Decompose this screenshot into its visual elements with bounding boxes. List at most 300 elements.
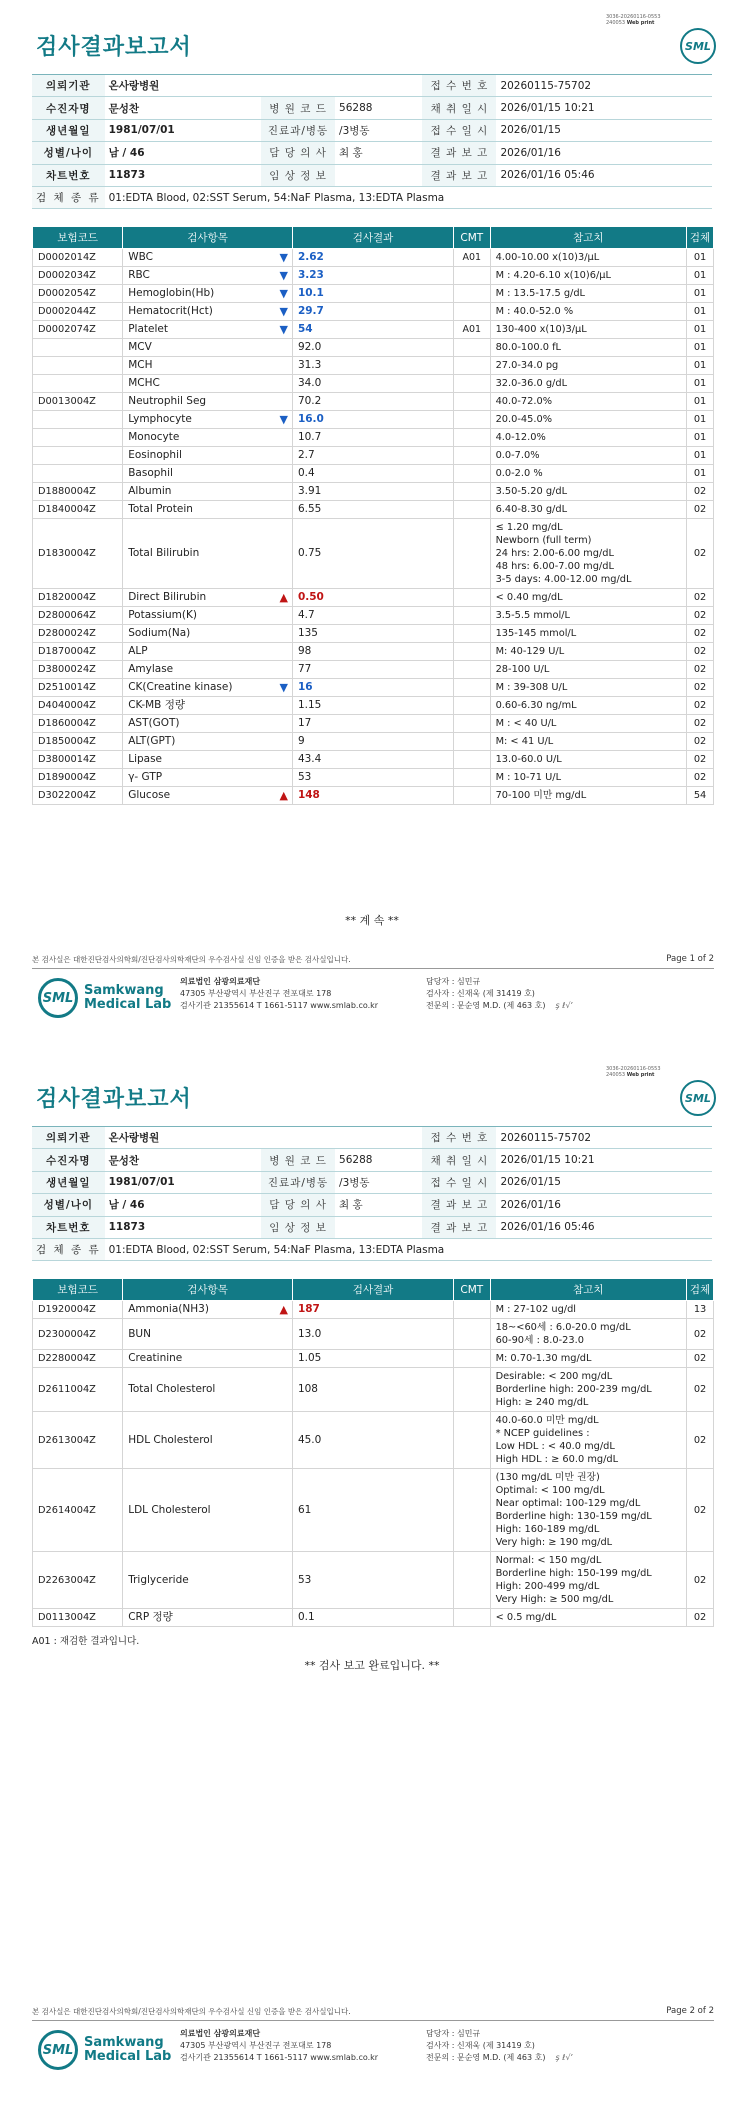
col-result: 검사결과 [292,227,453,249]
results-body-1 [33,249,714,805]
col-cmt: CMT [454,1279,491,1301]
code-cell: D2300004Z [33,1319,123,1350]
item-cell: MCHC [123,375,265,393]
reference-cell: 135-145 mmol/L [490,625,687,643]
table-row [33,1350,714,1368]
specimen-cell: 02 [687,643,714,661]
item-cell: Sodium(Na) [123,625,265,643]
result-cell: 3.91 [292,483,453,501]
reference-cell: 18~<60세 : 6.0-20.0 mg/dL 60-90세 : 8.0-23.0 [490,1319,687,1350]
table-row [33,625,714,643]
code-cell: D1880004Z [33,483,123,501]
report-time-value: 2026/01/16 05:46 [496,1216,712,1238]
item-cell: CK(Creatine kinase) [123,679,265,697]
collect-value: 2026/01/15 10:21 [496,97,712,119]
specimen-cell: 02 [687,607,714,625]
table-row [33,715,714,733]
flag-arrow: ▲ [265,1301,293,1319]
result-cell: 54 [292,321,453,339]
col-code: 보험코드 [33,227,123,249]
cmt-cell [454,483,491,501]
code-cell [33,465,123,483]
flag-arrow [265,1368,293,1412]
specimen-cell: 01 [687,285,714,303]
specimen-cell: 02 [687,1319,714,1350]
specimen-cell: 02 [687,483,714,501]
report-time-label: 결 과 보 고 [422,1216,496,1238]
collect-value: 2026/01/15 10:21 [496,1149,712,1171]
table-row [33,733,714,751]
flag-arrow: ▼ [265,303,293,321]
specimen-cell: 02 [687,519,714,589]
staff-tester: 검사자 : 신재욱 (제 31419 호) [426,2041,535,2050]
item-cell: Creatinine [123,1350,265,1368]
patient-info-table [32,1126,712,1261]
received-label: 접 수 일 시 [422,1171,496,1193]
table-row [33,1412,714,1469]
clinical-value [335,1216,422,1238]
cmt-cell [454,661,491,679]
brand-line-1: Samkwang [84,2035,164,2050]
flag-arrow: ▲ [265,589,293,607]
code-cell [33,357,123,375]
flag-arrow: ▼ [265,267,293,285]
cmt-cell [454,285,491,303]
result-cell: 0.1 [292,1609,453,1627]
report-page-2 [0,1052,744,2104]
org-name: 의료법인 삼광의료재단 [180,2029,261,2038]
result-cell: 31.3 [292,357,453,375]
flag-arrow [265,1350,293,1368]
reference-cell: (130 mg/dL 미만 권장) Optimal: < 100 mg/dL Near optimal: 100-129 mg/dL Borderline high: 130-159 mg/dL High: 160-189 mg/dL Very high: ≥ 190 mg/dL [490,1469,687,1552]
col-ref: 참고치 [490,227,687,249]
cmt-cell [454,1319,491,1350]
code-cell: D0113004Z [33,1609,123,1627]
result-cell: 10.1 [292,285,453,303]
dob-value: 1981/07/01 [105,119,261,141]
item-cell: Direct Bilirubin [123,589,265,607]
table-row [33,1301,714,1319]
flag-arrow [265,519,293,589]
chart-value: 11873 [105,164,261,186]
result-cell: 2.7 [292,447,453,465]
specimen-cell: 02 [687,697,714,715]
cmt-cell [454,625,491,643]
result-cell: 135 [292,625,453,643]
item-cell: Total Bilirubin [123,519,265,589]
chart-label: 차트번호 [32,1216,105,1238]
cmt-cell [454,697,491,715]
code-cell: D2611004Z [33,1368,123,1412]
collect-label: 채 취 일 시 [422,1149,496,1171]
code-cell: D2800024Z [33,625,123,643]
specimen-cell: 02 [687,1552,714,1609]
clinical-label: 임 상 정 보 [261,1216,335,1238]
table-row [33,339,714,357]
report-date-label: 결 과 보 고 [422,1194,496,1216]
specimen-cell: 02 [687,625,714,643]
reference-cell: Desirable: < 200 mg/dL Borderline high: 200-239 mg/dL High: ≥ 240 mg/dL [490,1368,687,1412]
reference-cell: 3.5-5.5 mmol/L [490,607,687,625]
reference-cell: M: 40-129 U/L [490,643,687,661]
flag-arrow [265,607,293,625]
col-specimen: 검체 [687,227,714,249]
item-cell: RBC [123,267,265,285]
cmt-cell [454,393,491,411]
cmt-cell [454,607,491,625]
code-cell: D1820004Z [33,589,123,607]
result-cell: 187 [292,1301,453,1319]
reference-cell: 28-100 U/L [490,661,687,679]
table-row [33,249,714,267]
dept-label: 진료과/병동 [261,119,335,141]
flag-arrow: ▼ [265,321,293,339]
col-cmt: CMT [454,227,491,249]
reference-cell: 4.00-10.00 x(10)3/μL [490,249,687,267]
code-cell: D2800064Z [33,607,123,625]
cmt-cell [454,679,491,697]
cmt-cell [454,733,491,751]
flag-arrow [265,751,293,769]
flag-arrow [265,1319,293,1350]
specimen-label: 검 체 종 류 [32,186,105,208]
flag-arrow [265,393,293,411]
cmt-cell [454,375,491,393]
flag-arrow [265,483,293,501]
brand-line-1: Samkwang [84,983,164,998]
flag-arrow [265,625,293,643]
table-row [33,321,714,339]
specimen-cell: 01 [687,375,714,393]
org-info [180,2028,378,2064]
item-cell: Monocyte [123,429,265,447]
reference-cell: 32.0-36.0 g/dL [490,375,687,393]
result-cell: 45.0 [292,1412,453,1469]
code-cell: D3800014Z [33,751,123,769]
result-cell: 6.55 [292,501,453,519]
table-row [33,429,714,447]
sml-logo-circle: SML [38,2030,78,2070]
institution-value: 온사랑병원 [105,1127,423,1149]
patient-value: 문성찬 [105,97,261,119]
cmt-cell [454,589,491,607]
result-cell: 0.75 [292,519,453,589]
print-stamp [606,14,716,26]
table-row [33,483,714,501]
result-cell: 148 [292,787,453,805]
code-cell [33,429,123,447]
specimen-cell: 01 [687,429,714,447]
specimen-value: 01:EDTA Blood, 02:SST Serum, 54:NaF Plasma, 13:EDTA Plasma [105,186,712,208]
item-cell: WBC [123,249,265,267]
reference-cell: M: < 41 U/L [490,733,687,751]
institution-label: 의뢰기관 [32,75,105,97]
report-date-value: 2026/01/16 [496,1194,712,1216]
cmt-cell [454,751,491,769]
result-cell: 13.0 [292,1319,453,1350]
specimen-cell: 02 [687,1469,714,1552]
code-cell [33,411,123,429]
code-cell: D0002074Z [33,321,123,339]
page-title: 검사결과보고서 [36,35,192,60]
code-cell: D1830004Z [33,519,123,589]
result-cell: 29.7 [292,303,453,321]
code-cell: D0002014Z [33,249,123,267]
cmt-cell [454,501,491,519]
code-cell: D4040004Z [33,697,123,715]
table-row [33,1319,714,1350]
item-cell: Neutrophil Seg [123,393,265,411]
report-date-value: 2026/01/16 [496,142,712,164]
received-value: 2026/01/15 [496,119,712,141]
dept-value: /3병동 [335,119,422,141]
item-cell: Glucose [123,787,265,805]
reference-cell: 0.0-7.0% [490,447,687,465]
reference-cell: 4.0-12.0% [490,429,687,447]
reference-cell: M : 13.5-17.5 g/dL [490,285,687,303]
code-cell: D0002034Z [33,267,123,285]
result-cell: 3.23 [292,267,453,285]
cmt-cell [454,519,491,589]
stamp-line-2: 240053 [606,1072,626,1078]
staff-specialist: 전문의 : 문순영 M.D. (제 463 호) [426,2053,546,2062]
item-cell: Triglyceride [123,1552,265,1609]
specimen-cell: 01 [687,339,714,357]
flag-arrow [265,733,293,751]
org-contact: 검사기관 21355614 T 1661-5117 www.smlab.co.kr [180,2053,379,2062]
reference-cell: 20.0-45.0% [490,411,687,429]
reference-cell: M : < 40 U/L [490,715,687,733]
item-cell: γ- GTP [123,769,265,787]
clinical-label: 임 상 정 보 [261,164,335,186]
item-cell: BUN [123,1319,265,1350]
result-cell: 34.0 [292,375,453,393]
table-row [33,1368,714,1412]
reference-cell: 40.0-60.0 미만 mg/dL * NCEP guidelines : Low HDL : < 40.0 mg/dL High HDL : ≥ 60.0 mg/dL [490,1412,687,1469]
sml-logo: SML [680,1080,716,1116]
reference-cell: 6.40-8.30 g/dL [490,501,687,519]
cmt-cell [454,357,491,375]
flag-arrow [265,501,293,519]
flag-arrow [265,357,293,375]
signature: ş ℓ√ʼ [555,1001,574,1010]
flag-arrow [265,447,293,465]
result-cell: 108 [292,1368,453,1412]
result-cell: 4.7 [292,607,453,625]
web-print-label: Web print [626,1072,655,1078]
certification-text: 본 검사실은 대한진단검사의학회/진단검사의학재단의 우수검사실 신임 인증을 받은 검사실입니다. [32,2007,351,2016]
specimen-cell: 01 [687,447,714,465]
specimen-cell: 02 [687,1609,714,1627]
specimen-cell: 02 [687,679,714,697]
result-cell: 0.50 [292,589,453,607]
specimen-label: 검 체 종 류 [32,1238,105,1260]
reference-cell: 3.50-5.20 g/dL [490,483,687,501]
specimen-cell: 13 [687,1301,714,1319]
result-cell: 92.0 [292,339,453,357]
result-cell: 98 [292,643,453,661]
code-cell: D0002054Z [33,285,123,303]
dob-label: 생년월일 [32,119,105,141]
col-code: 보험코드 [33,1279,123,1301]
staff-manager: 담당자 : 심민규 [426,977,481,986]
table-row [33,769,714,787]
code-cell: D1850004Z [33,733,123,751]
chart-value: 11873 [105,1216,261,1238]
dept-label: 진료과/병동 [261,1171,335,1193]
footer-logo [38,2030,171,2070]
item-cell: Lymphocyte [123,411,265,429]
cmt-cell [454,447,491,465]
results-table-1 [32,226,714,805]
stamp-line-2: 240053 [606,20,626,26]
reference-cell: 13.0-60.0 U/L [490,751,687,769]
result-cell: 77 [292,661,453,679]
item-cell: MCV [123,339,265,357]
specimen-cell: 02 [687,715,714,733]
receipt-no-value: 20260115-75702 [496,1127,712,1149]
item-cell: Ammonia(NH3) [123,1301,265,1319]
brand-line-2: Medical Lab [84,997,172,1012]
report-complete-note: ** 검사 보고 완료입니다. ** [304,1659,440,1672]
institution-value: 온사랑병원 [105,75,423,97]
code-cell: D2280004Z [33,1350,123,1368]
flag-arrow [265,715,293,733]
code-cell: D2614004Z [33,1469,123,1552]
reference-cell: M : 39-308 U/L [490,679,687,697]
specimen-cell: 01 [687,303,714,321]
cmt-footnote: A01 : 재검한 결과입니다. [32,1636,140,1647]
cmt-cell [454,1368,491,1412]
result-cell: 0.4 [292,465,453,483]
dept-value: /3병동 [335,1171,422,1193]
specimen-cell: 02 [687,1350,714,1368]
reference-cell: 0.60-6.30 ng/mL [490,697,687,715]
reference-cell: M : 10-71 U/L [490,769,687,787]
cmt-cell [454,643,491,661]
specimen-cell: 02 [687,589,714,607]
item-cell: Potassium(K) [123,607,265,625]
result-cell: 16 [292,679,453,697]
staff-manager: 담당자 : 심민규 [426,2029,481,2038]
specimen-cell: 01 [687,393,714,411]
specimen-cell: 02 [687,769,714,787]
specimen-cell: 01 [687,321,714,339]
org-address: 47305 부산광역시 부산진구 전포대로 178 [180,2041,332,2050]
result-cell: 61 [292,1469,453,1552]
flag-arrow [265,697,293,715]
table-row [33,303,714,321]
patient-value: 문성찬 [105,1149,261,1171]
cmt-cell [454,1350,491,1368]
code-cell: D1860004Z [33,715,123,733]
item-cell: Albumin [123,483,265,501]
receipt-no-label: 접 수 번 호 [422,75,496,97]
page-number: Page 1 of 2 [666,954,714,964]
table-row [33,285,714,303]
institution-label: 의뢰기관 [32,1127,105,1149]
org-address: 47305 부산광역시 부산진구 전포대로 178 [180,989,332,998]
doctor-value: 최 홍 [335,1194,422,1216]
web-print-label: Web print [626,20,655,26]
result-cell: 17 [292,715,453,733]
code-cell: D0002044Z [33,303,123,321]
table-row [33,357,714,375]
code-cell: D2510014Z [33,679,123,697]
table-row [33,465,714,483]
flag-arrow [265,465,293,483]
cmt-cell [454,1412,491,1469]
item-cell: Amylase [123,661,265,679]
item-cell: Total Protein [123,501,265,519]
cmt-cell [454,465,491,483]
reference-cell: Normal: < 150 mg/dL Borderline high: 150-199 mg/dL High: 200-499 mg/dL Very High: ≥ 500 mg/dL [490,1552,687,1609]
flag-arrow: ▲ [265,787,293,805]
stamp-line-1: 3036-20260116-0553 [606,1066,661,1072]
brand-line-2: Medical Lab [84,2049,172,2064]
result-cell: 53 [292,769,453,787]
item-cell: Total Cholesterol [123,1368,265,1412]
dob-value: 1981/07/01 [105,1171,261,1193]
table-row [33,589,714,607]
specimen-cell: 02 [687,1368,714,1412]
table-row [33,697,714,715]
specimen-cell: 02 [687,501,714,519]
col-item: 검사항목 [123,1279,293,1301]
received-value: 2026/01/15 [496,1171,712,1193]
footer-logo [38,978,171,1018]
flag-arrow [265,1469,293,1552]
sml-logo-circle: SML [38,978,78,1018]
code-cell: D2263004Z [33,1552,123,1609]
table-row [33,447,714,465]
patient-label: 수진자명 [32,1149,105,1171]
flag-arrow: ▼ [265,411,293,429]
flag-arrow: ▼ [265,249,293,267]
collect-label: 채 취 일 시 [422,97,496,119]
staff-info [426,976,573,1012]
certification-text: 본 검사실은 대한진단검사의학회/진단검사의학재단의 우수검사실 신임 인증을 받은 검사실입니다. [32,955,351,964]
sexage-value: 남 / 46 [105,142,261,164]
cmt-cell [454,339,491,357]
cmt-cell [454,769,491,787]
flag-arrow [265,1412,293,1469]
flag-arrow [265,1609,293,1627]
results-body-2 [33,1301,714,1627]
report-date-label: 결 과 보 고 [422,142,496,164]
code-cell: D1840004Z [33,501,123,519]
table-row [33,643,714,661]
reference-cell: 70-100 미만 mg/dL [490,787,687,805]
flag-arrow [265,375,293,393]
reference-cell: 27.0-34.0 pg [490,357,687,375]
specimen-cell: 02 [687,1412,714,1469]
cmt-cell [454,1301,491,1319]
table-row [33,501,714,519]
code-cell: D2613004Z [33,1412,123,1469]
reference-cell: 130-400 x(10)3/μL [490,321,687,339]
dob-label: 생년월일 [32,1171,105,1193]
staff-specialist: 전문의 : 문순영 M.D. (제 463 호) [426,1001,546,1010]
sexage-label: 성별/나이 [32,1194,105,1216]
item-cell: AST(GOT) [123,715,265,733]
code-cell [33,447,123,465]
page-number: Page 2 of 2 [666,2006,714,2016]
cmt-cell [454,267,491,285]
staff-tester: 검사자 : 신재욱 (제 31419 호) [426,989,535,998]
code-cell: D3800024Z [33,661,123,679]
item-cell: CRP 정량 [123,1609,265,1627]
